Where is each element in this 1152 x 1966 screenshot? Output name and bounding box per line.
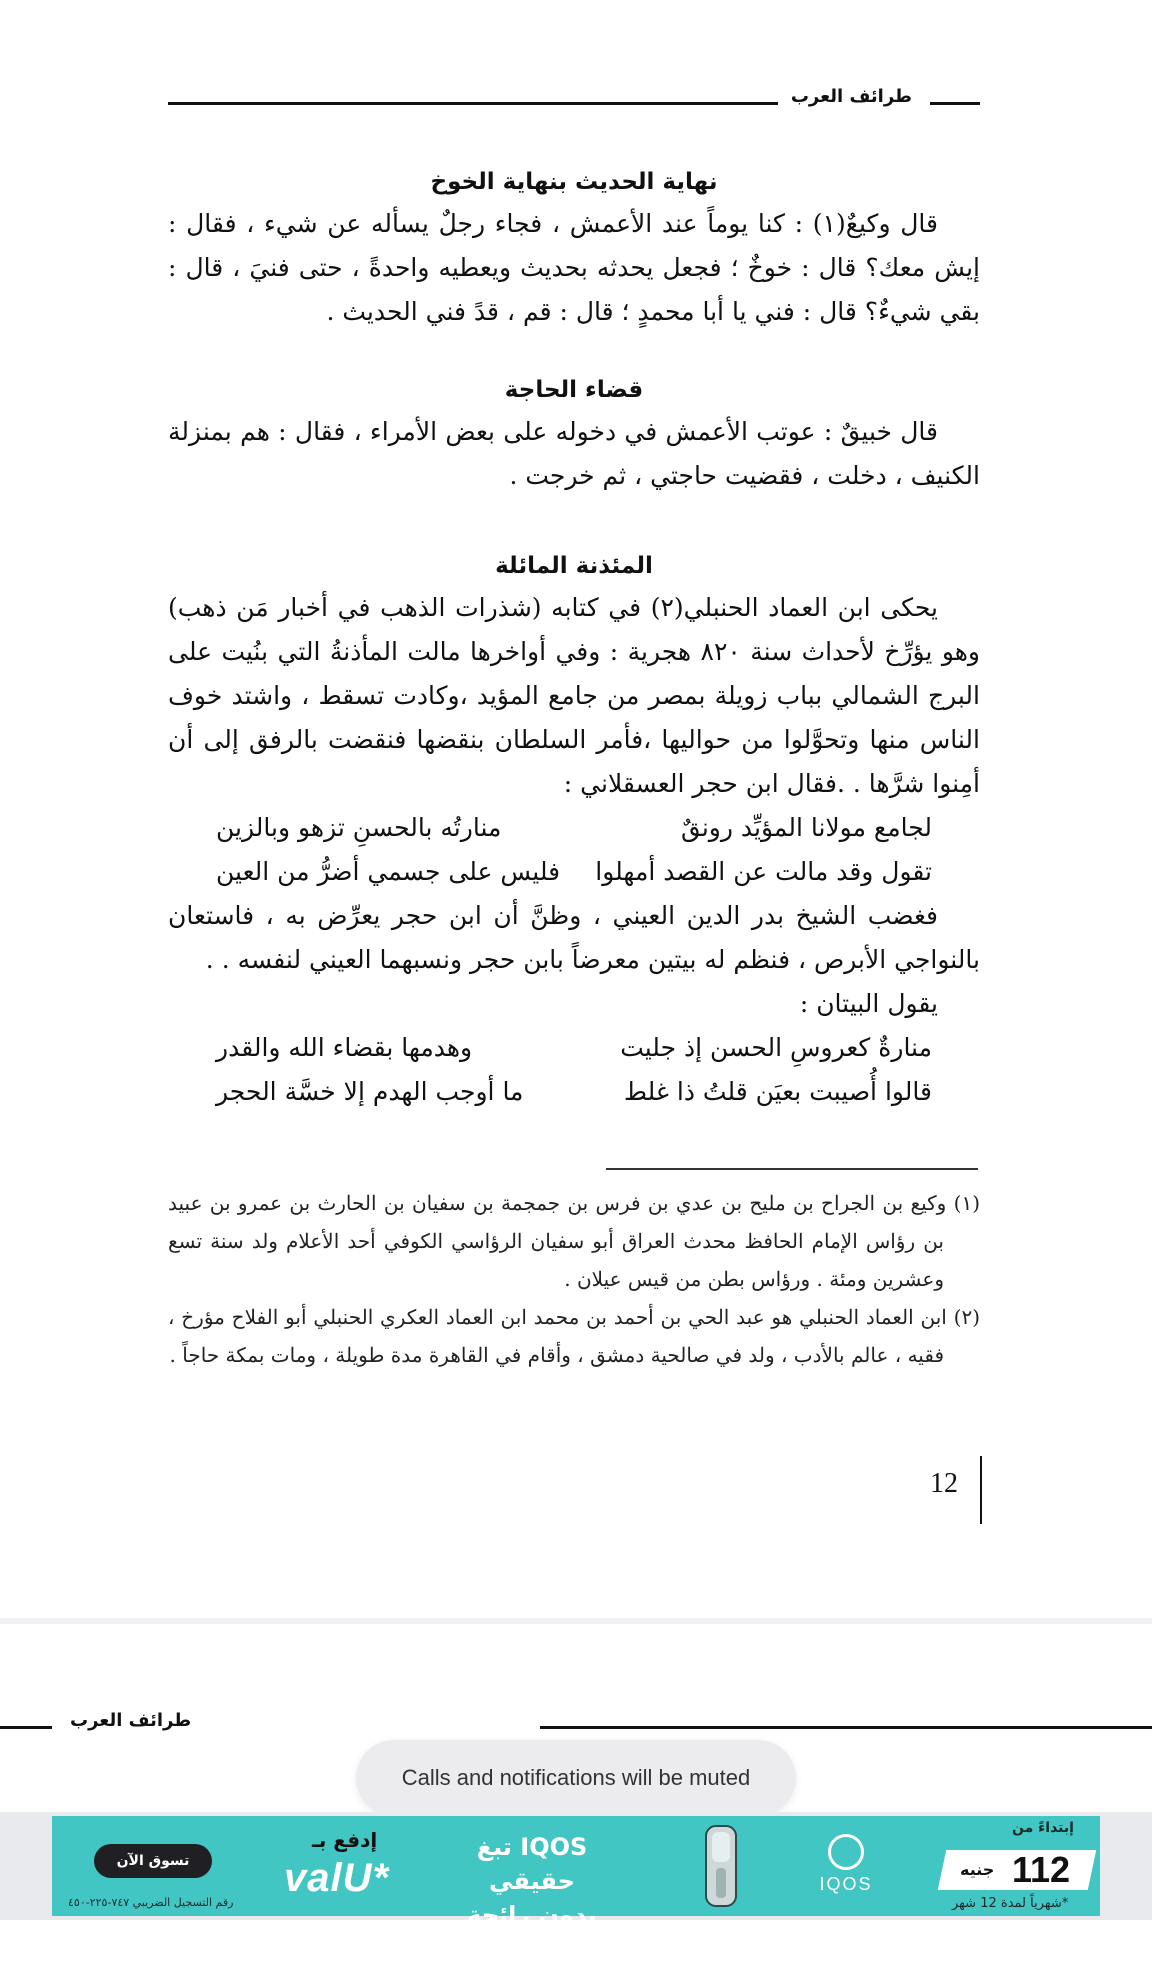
ad-from-label: إبتداءً من bbox=[1012, 1820, 1074, 1836]
ad-banner[interactable] bbox=[0, 1812, 1152, 1963]
header-rule bbox=[540, 1726, 1152, 1729]
page-header bbox=[168, 86, 980, 116]
page-number: 12 bbox=[930, 1468, 958, 1499]
section-heading: قضاء الحاجة bbox=[504, 377, 644, 403]
shop-now-button[interactable]: تسوق الآن bbox=[94, 1844, 212, 1878]
footnotes bbox=[168, 1184, 980, 1374]
iqos-ring-icon bbox=[828, 1834, 864, 1870]
section-heading: نهاية الحديث بنهاية الخوخ bbox=[430, 169, 718, 195]
verse-hemistich: منارتُه بالحسنِ تزهو وبالزين bbox=[216, 813, 502, 842]
paragraph: يحكى ابن العماد الحنبلي(٢) في كتابه (شذرات الذهب في أخبار مَن ذهب) وهو يؤرِّخ لأحداث سنة ٨٢٠ هجرية : وفي أواخرها مالت المأذنةُ التي بنُيت على البرج الشمالي بباب زويلة بمصر من جامع المؤيد ،وكادت تسقط ، واشتد خوف الناس منها وتحوَّلوا من حواليها ،فأمر السلطان بنقضها فنقضت بالرفق إلى أن أمِنوا شرَّها . .فقال ابن حجر العسقلاني : bbox=[168, 593, 980, 798]
footnote: (١) وكيع بن الجراح بن مليح بن عدي بن فرس بن جمجمة بن سفيان بن الحارث بن عمرو بن عبيد بن رؤاس الإمام الحافظ محدث العراق أبو سفيان الرؤاسي الكوفي أحد الأعلام ولد سنة تسع وعشرين ومئة . ورؤاس بطن من قيس عيلان . bbox=[168, 1191, 980, 1291]
header-rule bbox=[168, 102, 778, 105]
ad-slogan bbox=[442, 1830, 622, 1966]
device-icon bbox=[692, 1822, 750, 1910]
verse-hemistich: منارةٌ كعروسِ الحسن إذ جليت bbox=[620, 1033, 932, 1062]
footnote: (٢) ابن العماد الحنبلي هو عبد الحي بن أحمد بن محمد ابن العماد العكري الحنبلي أبو الفلاح مؤرخ ، فقيه ، عالم بالأدب ، ولد في صالحية دمشق ، وأقام في القاهرة مدة طويلة ، ومات بمكة حاجاً . bbox=[168, 1305, 980, 1367]
verse-hemistich: ما أوجب الهدم إلا خسَّة الحجر bbox=[216, 1077, 524, 1106]
paragraph: قال خبيقٌ : عوتب الأعمش في دخوله على بعض الأمراء ، فقال : هم بمنزلة الكنيف ، دخلت ، فقضيت حاجتي ، ثم خرجت . bbox=[168, 417, 980, 490]
paragraph: قال وكيعٌ(١) : كنا يوماً عند الأعمش ، فجاء رجلٌ يسأله عن شيء ، فقال : إيش معك؟ قال : خوخٌ ؛ فجعل يحدثه بحديث ويعطيه واحدةً ، حتى فنيَ ، قال : بقي شيءٌ؟ قال : فني يا أبا محمدٍ ؛ قال : قم ، قدً فني الحديث . bbox=[168, 209, 980, 326]
iqos-brand: IQOS bbox=[819, 1874, 873, 1894]
ad-slogan-line: بدون رائحة دخان. bbox=[467, 1901, 597, 1963]
paragraph: يقول البيتان : bbox=[799, 989, 938, 1018]
page-header-title: طرائف العرب bbox=[790, 86, 912, 107]
valu-logo: valU* bbox=[284, 1856, 390, 1900]
iqos-logo bbox=[812, 1834, 880, 1895]
ad-slogan-line: IQOS تبغ حقيقي bbox=[476, 1833, 588, 1895]
section-heading: المئذنة المائلة bbox=[495, 553, 653, 579]
ad-creative[interactable] bbox=[52, 1816, 1100, 1963]
ad-registration-text: رقم التسجيل الضريبي ٧٤٧-٢٢٥-٤٥٠ bbox=[68, 1896, 234, 1909]
verse-line bbox=[168, 1070, 980, 1114]
ad-term-text: *شهرياً لمدة 12 شهر bbox=[952, 1896, 1069, 1911]
ad-price: 112 bbox=[1012, 1849, 1071, 1890]
ad-currency: جنيه bbox=[960, 1860, 995, 1879]
verse-hemistich: وهدمها بقضاء الله والقدر bbox=[216, 1033, 473, 1062]
notification-toast: Calls and notifications will be muted bbox=[356, 1740, 796, 1816]
ad-pay-with-label: إدفع بـ bbox=[312, 1828, 378, 1852]
verse-hemistich: لجامع مولانا المؤيِّد رونقٌ bbox=[680, 813, 932, 842]
page-header-title: طرائف العرب bbox=[70, 1710, 192, 1731]
footnote-separator bbox=[606, 1168, 978, 1170]
verse-line bbox=[168, 1026, 980, 1070]
header-rule-short bbox=[930, 102, 980, 105]
page-number-rule bbox=[980, 1456, 982, 1524]
paragraph: فغضب الشيخ بدر الدين العيني ، وظنَّ أن ابن حجر يعرِّض به ، فاستعان بالنواجي الأبرص ، فنظم له بيتين معرضاً بابن حجر ونسبهما العيني لنفسه . . bbox=[168, 901, 980, 974]
verse-hemistich: قالوا أُصيبت بعيَن قلتُ ذا غلط bbox=[623, 1077, 932, 1106]
verse-line bbox=[168, 806, 980, 850]
page-body bbox=[168, 162, 980, 1114]
verse-line bbox=[168, 850, 980, 894]
header-rule-short bbox=[0, 1726, 52, 1729]
verse-hemistich: تقول وقد مالت عن القصد أمهلوا bbox=[595, 857, 932, 886]
verse-hemistich: فليس على جسمي أضرُّ من العين bbox=[216, 857, 561, 886]
